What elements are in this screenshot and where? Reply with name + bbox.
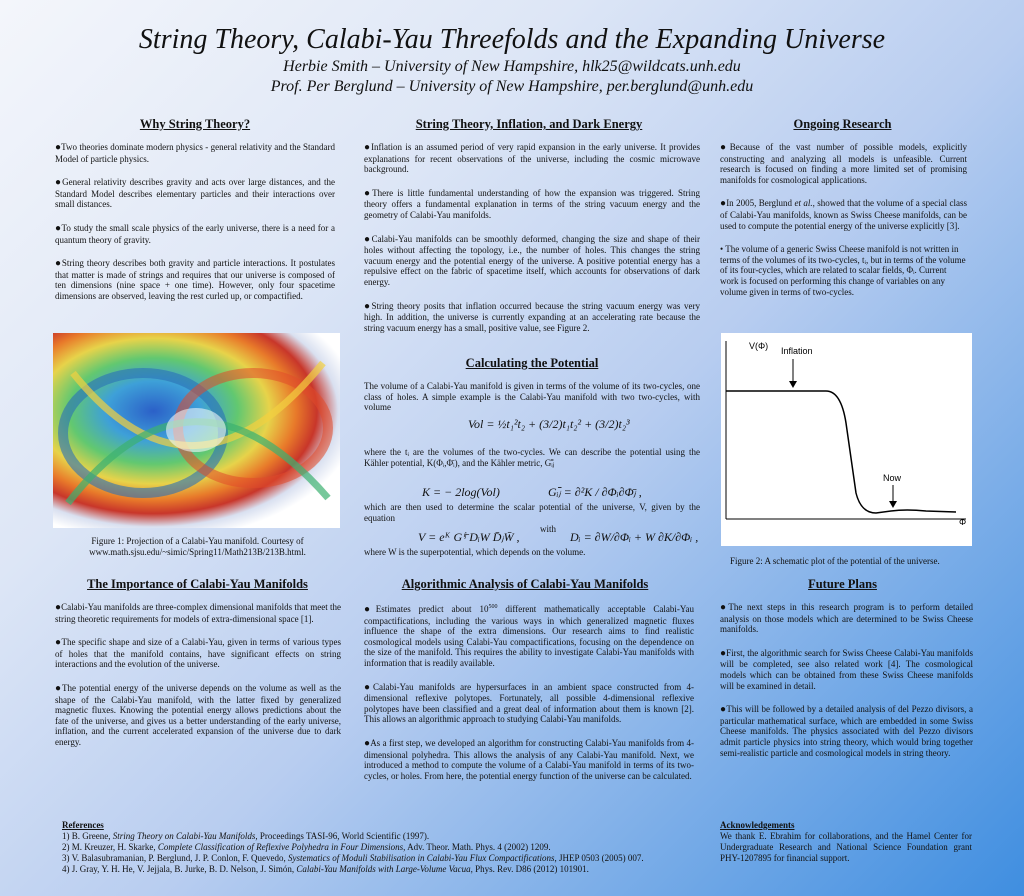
future-heading: Future Plans [808, 577, 877, 591]
references [62, 820, 722, 875]
poster-title: String Theory, Calabi-Yau Threefolds and the Expanding Universe [138, 24, 886, 55]
potential-heading: Calculating the Potential [465, 356, 599, 370]
potential-plot-svg [721, 333, 972, 546]
author-line-1: Herbie Smith – University of New Hampshire, hlk25@wildcats.unh.edu [283, 58, 741, 75]
list-item: ●String theory posits that inflation occurred because the string vacuum energy was very high. In addition, the universe is currently expanding at an accelerating rate because the string vacuum energy has a small, positive value, see Figure 2. [364, 300, 700, 333]
list-item: ●There is little fundamental understanding of how the expansion was triggered. String theory offers a fundamental explanation in terms of the string vacuum energy and the geometry of Calabi-Yau manifolds. [364, 187, 700, 220]
reference-item: 4) J. Gray, Y. H. He, V. Jejjala, B. Jurke, B. D. Nelson, J. Simón, Calabi-Yau Manifolds with Large-Volume Vacua, Phys. Rev. D86 (2012) 101901. [62, 864, 589, 874]
author-line-2: Prof. Per Berglund – University of New Hampshire, per.berglund@unh.edu [270, 78, 754, 95]
acknowledgements-heading: Acknowledgements [720, 820, 795, 830]
kahler-metric-equation: Gᵢⱼ̄ = ∂²K / ∂Φᵢ∂Φ̄ⱼ , [548, 485, 642, 499]
scalar-potential-equation: V = eᴷ Gⁱʲ̄ DᵢW D̄ⱼW̄ , [418, 530, 520, 544]
potential-last-text: where W is the superpotential, which depends on the volume. [364, 547, 586, 557]
potential-curve [726, 391, 956, 513]
list-item: ●Because of the vast number of possible models, explicitly constructing and analyzing all models is unfeasible. Current research is focused on finding a more limited set of promising manifolds for cosmological applications. [720, 142, 968, 185]
list-item: ●This will be followed by a detailed analysis of del Pezzo divisors, a particular mathematical surface, which are embedded in some Swiss Cheese manifolds. The physics associated with del Pezzo divisors admit particle physics into string theory, which would bring together semi-realistic particle and cosmological models in string theory. [720, 704, 973, 758]
list-item: ●The next steps in this research program is to perform detailed analysis on those models which are determined to be Swiss Cheese manifolds. [720, 602, 973, 635]
inflation-list [364, 142, 700, 346]
potential-mid-text: where the tᵢ are the volumes of the two-cycles. We can describe the potential using the Kähler potential, K(Φᵢ,Φ̄ᵢ), and the Kähler metric, Gᵢⱼ̄ [364, 447, 700, 468]
why-heading: Why String Theory? [139, 117, 251, 131]
reference-item: 2) M. Kreuzer, H. Skarke, Complete Classification of Reflexive Polyhedra in Four Dimensions, Adv. Theor. Math. Phys. 4 (2002) 1209. [62, 842, 551, 852]
list-item: ●The specific shape and size of a Calabi-Yau, given in terms of various types of holes that the manifold contains, have significant effects on string interactions and the evolution of the universe. [55, 637, 341, 670]
reference-item: 3) V. Balasubramanian, P. Berglund, J. P. Conlon, F. Quevedo, Systematics of Moduli Stabilisation in Calabi-Yau Flux Compactifications, JHEP 0503 (2005) 007. [62, 853, 644, 863]
acknowledgements [720, 820, 972, 864]
plot-now-label: Now [883, 473, 902, 483]
potential-after-text: which are then used to determine the scalar potential of the universe, V, given by the equation [364, 502, 700, 523]
why-list [55, 142, 335, 315]
reference-item: 1) B. Greene, String Theory on Calabi-Yau Manifolds, Proceedings TASI-96, World Scientific (1997). [62, 831, 430, 841]
list-item: ●Calabi-Yau manifolds are three-complex dimensional manifolds that meet the string theoretic requirements for models of extra-dimensional space [1]. [55, 602, 341, 624]
plot-inflation-label: Inflation [781, 346, 813, 356]
list-item: ●First, the algorithmic search for Swiss Cheese Calabi-Yau manifolds will be completed, see also related work [4]. The cosmological models which can be obtained from these Swiss Cheese manifolds will be examined in detail. [720, 647, 974, 691]
plot-xlabel: Φ [959, 517, 967, 527]
acknowledgements-text: We thank E. Ebrahim for collaborations, and the Hamel Center for Undergraduate Research and National Science Foundation grant PHY-1207895 for financial support. [720, 831, 972, 863]
importance-heading: The Importance of Calabi-Yau Manifolds [87, 577, 308, 591]
algorithmic-heading: Algorithmic Analysis of Calabi-Yau Manifolds [401, 577, 649, 591]
importance-list [55, 602, 341, 761]
list-item: ●String theory describes both gravity and particle interactions. It postulates that matter is made of strings and requires that our universe is composed of ten dimensions (nine space + one time). However, only four spacetime dimensions are observed, leaving the rest curled up, or compactified. [55, 258, 335, 301]
list-item: ●Calabi-Yau manifolds can be smoothly deformed, changing the size and shape of their holes without affecting the topology, i.e., the number of holes. This changes the string vacuum energy and the potential energy of the universe. A positive potential energy has a repulsive effect on the fabric of spacetime itself, which accounts for observations of dark energy. [364, 233, 700, 287]
list-item: • The volume of a generic Swiss Cheese manifold is not written in terms of the volumes of its two-cycles, tᵢ, but in terms of the volume of its four-cycles, which are related to scalar fields, Φᵢ. Current work is focused on performing this change of variables on any volume given in terms of two-cycles. [720, 244, 966, 297]
kahler-potential-equation: K = − 2log(Vol) [422, 485, 500, 499]
list-item: ●As a first step, we developed an algorithm for constructing Calabi-Yau manifolds from 4-dimensional polyhedra. This allows the analysis of any Calabi-Yau manifold. Next, we introduced a method to compute the volume of a Calabi-Yau manifold in terms of its two-cycles, or holes. From here, the potential energy function of the universe can be calculated. [364, 737, 695, 781]
list-item: ●Estimates predict about $10^{500}$ different mathematically acceptable Calabi-Yau compactifications, including the various ways in which generalized magnetic fluxes influence the shape of the extra dimensions. Our research aims to find realistic cosmological models using Calabi-Yau compactifications, focusing on the dependence on the size of the manifold. This requires the ability to investigate Calabi-Yau manifolds with information that is readily available. [364, 604, 694, 668]
covariant-derivative-equation: Dᵢ = ∂W/∂Φᵢ + W ∂K/∂Φᵢ , [570, 530, 699, 544]
figure-1-caption: Figure 1: Projection of a Calabi-Yau manifold. Courtesy of www.math.sjsu.edu/~simic/Spring11/Math213B/213B.html. [89, 536, 306, 557]
list-item: ●To study the small scale physics of the early universe, there is a need for a quantum theory of gravity. [55, 222, 335, 245]
references-heading: References [62, 820, 104, 830]
potential-intro: The volume of a Calabi-Yau manifold is given in terms of the volume of its two-cycles, one class of holes. A simple example is the Calabi-Yau manifold with two two-cycles, with volume [364, 381, 700, 413]
inflation-heading: String Theory, Inflation, and Dark Energy [415, 117, 643, 131]
list-item: ●In 2005, Berglund et al., showed that the volume of a special class of Calabi-Yau manifolds, known as Swiss Cheese manifolds, can be used to compute the potential energy of the universe explicitly [3]. [720, 198, 967, 231]
algorithmic-list [364, 602, 694, 794]
list-item: ●Calabi-Yau manifolds are hypersurfaces in an ambient space constructed from 4-dimensional reflexive polytopes. Fortunately, all possible 4-dimensional reflexive polytopes have been classified and a great deal of information about them is known [2]. This allows an algorithmic approach to studying Calabi-Yau manifolds. [364, 681, 694, 725]
list-item: ●Two theories dominate modern physics - general relativity and the Standard Model of particle physics. [55, 142, 335, 164]
with-label: with [540, 524, 557, 534]
plot-ylabel: V(Φ) [749, 341, 769, 351]
figure-2-caption: Figure 2: A schematic plot of the potential of the universe. [730, 556, 940, 566]
potential-plot [721, 333, 972, 546]
calabi-yau-surface-image [53, 333, 340, 528]
calabi-yau-figure [53, 333, 340, 528]
list-item: ●The potential energy of the universe depends on the volume as well as the shape of the Calabi-Yau manifold, with the latter fixed by generalized magnetic fluxes. Knowing the potential energy allows predictions about the fate of the universe, and gives us a better understanding of the early universe, inflation, and the current accelerated expansion of the universe due to dark energy. [55, 682, 341, 747]
volume-equation: Vol = ½t₁²t₂ + (3/2)t₁t₂² + (3/2)t₂³ [468, 417, 630, 431]
future-list [720, 602, 973, 771]
ongoing-list [720, 142, 967, 310]
ongoing-heading: Ongoing Research [793, 117, 892, 131]
list-item: ●Inflation is an assumed period of very rapid expansion in the early universe. It provides explanations for recent observations of the universe, including the cosmic microwave background. [364, 142, 700, 175]
list-item: ●General relativity describes gravity and acts over large distances, and the Standard Model describes elementary particles and their interactions over small distances. [55, 177, 336, 210]
